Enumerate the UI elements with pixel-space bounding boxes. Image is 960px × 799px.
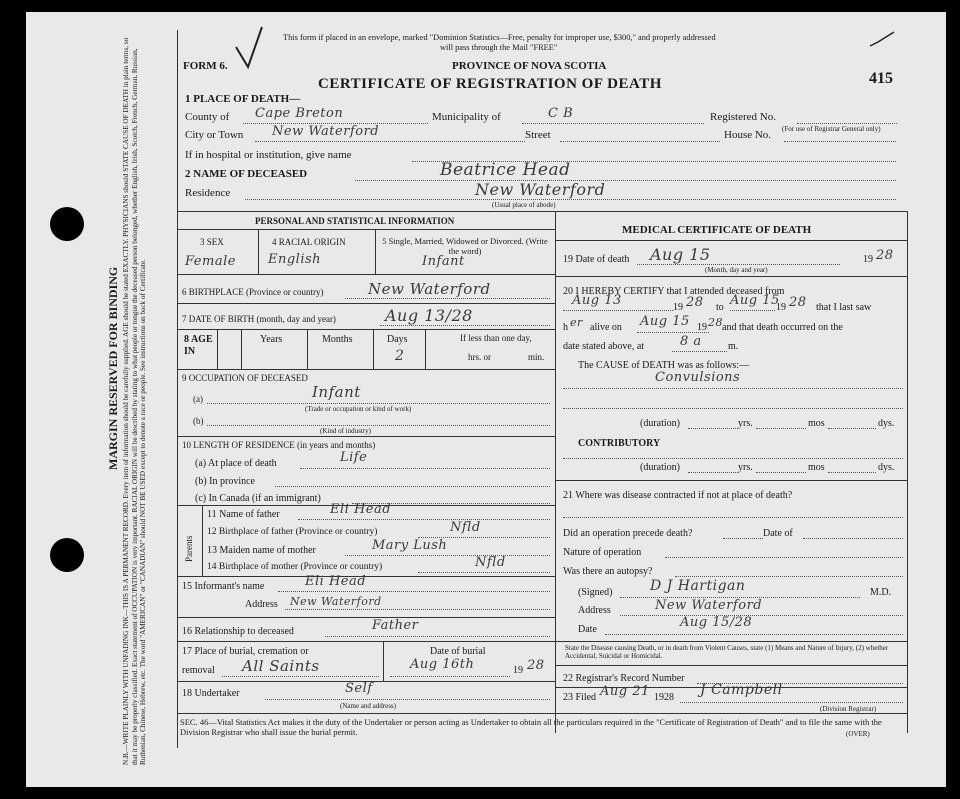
registrar-record-label: 22 Registrar's Record Number <box>563 673 685 684</box>
deceased-name-label: 2 NAME OF DECEASED <box>185 168 308 180</box>
registered-label: Registered No. <box>710 111 776 123</box>
filed-year: 1928 <box>654 692 674 703</box>
street-label: Street <box>525 129 551 141</box>
date-stated-label: date stated above, at <box>563 341 645 352</box>
occupation-b: (b) <box>193 416 204 426</box>
residence-label: Residence <box>185 187 231 199</box>
operation-date-label: Date of <box>763 528 793 539</box>
residence-a-label: (a) At place of death <box>195 458 277 469</box>
mother-value: Mary Lush <box>372 538 448 553</box>
page-title: CERTIFICATE OF REGISTRATION OF DEATH <box>318 76 662 92</box>
time-value: 8 a <box>680 334 702 349</box>
mail-instruction: This form if placed in an envelope, marked "Dominion Statistics—Free, penalty for improper use, $300," and properly addressed <box>283 33 716 42</box>
alive-year-prefix: 19 <box>697 322 707 333</box>
informant-address-value: New Waterford <box>290 595 382 608</box>
filed-value: Aug 21 <box>600 684 650 699</box>
residence-length-label: 10 LENGTH OF RESIDENCE (in years and months) <box>182 440 376 450</box>
less-than-day: If less than one day, <box>460 333 532 343</box>
undertaker-value: Self <box>345 681 373 696</box>
burial-value: All Saints <box>242 657 320 675</box>
last-saw: that I last saw <box>816 302 872 313</box>
medical-address-label: Address <box>578 605 611 616</box>
father-birthplace-value: Nfld <box>450 520 481 535</box>
margin-instructions: N.B.—WRITE PLAINLY WITH UNFADING INK—THIS IS A PERMANENT RECORD. Every item of information should be carefully supplied. AGE should be stated EXACTLY. PHYSICIANS should STATE CAUSE OF DEATH in plain terms, so that it may be properly classified. Exact statement of OCCUPATION is very important. RACIAL ORIGIN will be described by stating to what people or tongue the deceased person belonged, whether English, Irish, Scotch, French, German, Russian, Ruthenian, Chinese, Hebrew, etc. The word "AMERICAN" or "CANADIAN" should NOT BE USED except to denote a race or people. See instructions on back of Certificate. <box>122 37 148 765</box>
alive-pronoun: er <box>570 316 583 329</box>
sex-value: Female <box>185 254 236 269</box>
father-value: Eli Head <box>330 502 392 517</box>
violent-note: State the Disease causing Death, or in death from Violent Causes, state (1) Means and Nature of Injury, (2) whether Accidental, Suicidal or Homicidal. <box>565 644 889 660</box>
father-label: 11 Name of father <box>207 509 280 520</box>
age-label: 8 AGE IN <box>184 334 213 357</box>
to-year-prefix: 19 <box>776 302 786 313</box>
over-label: (OVER) <box>846 730 870 738</box>
informant-address-label: Address <box>245 599 278 610</box>
dys-label-1: dys. <box>878 418 895 429</box>
certify-text: 20 I HEREBY CERTIFY that I attended deceased from <box>563 286 785 297</box>
medical-date-value: Aug 15/28 <box>680 615 753 630</box>
residence-note: (Usual place of abode) <box>492 201 556 209</box>
mail-instruction-2: will pass through the Mail "FREE" <box>440 43 558 52</box>
autopsy-label: Was there an autopsy? <box>563 566 653 577</box>
deceased-name-value: Beatrice Head <box>440 160 571 180</box>
yrs-label-2: yrs. <box>738 462 753 473</box>
days-label: Days <box>387 334 408 345</box>
hrs-label: hrs. or <box>468 352 491 362</box>
from-year-prefix: 19 <box>673 302 683 313</box>
check-mark-icon <box>228 22 268 72</box>
occupation-a: (a) <box>193 394 203 404</box>
residence-b-label: (b) In province <box>195 476 255 487</box>
death-date-value: Aug 15 <box>650 245 711 264</box>
mother-birthplace-label: 14 Birthplace of mother (Province or country) <box>207 562 383 572</box>
alive-date: Aug 15 <box>640 314 690 329</box>
alive-year: 28 <box>708 316 723 329</box>
occupation-label: 9 OCCUPATION OF DECEASED <box>182 373 308 383</box>
occupation-value: Infant <box>312 383 361 401</box>
city-value: New Waterford <box>272 124 380 139</box>
province: PROVINCE OF NOVA SCOTIA <box>452 60 607 72</box>
relation-value: Father <box>372 618 419 633</box>
operation-label: Did an operation precede death? <box>563 528 693 539</box>
death-year-prefix: 19 <box>863 254 873 265</box>
years-label: Years <box>260 334 283 345</box>
county-label: County of <box>185 111 230 123</box>
undertaker-note: (Name and address) <box>340 702 396 710</box>
check-mark-icon <box>868 28 896 50</box>
q21-label: 21 Where was disease contracted if not at place of death? <box>563 490 793 501</box>
months-label: Months <box>322 334 353 345</box>
registered-note: (For use of Registrar General only) <box>782 125 881 133</box>
dys-label-2: dys. <box>878 462 895 473</box>
relation-label: 16 Relationship to deceased <box>182 626 294 637</box>
from-year: 28 <box>686 295 704 310</box>
to-year: 28 <box>789 295 807 310</box>
signed-label: (Signed) <box>578 587 613 598</box>
death-date-label: 19 Date of death <box>563 254 630 265</box>
footer-text: SEC. 46—Vital Statistics Act makes it the duty of the Undertaker or person acting as Undertaker to obtain all the particulars required in the "Certificate of Registration of Death" and to file the same with the Division Registrar who shall issue the burial permit. <box>180 717 882 737</box>
marital-value: Infant <box>422 254 465 269</box>
burial-date-value: Aug 16th <box>410 657 475 672</box>
birthplace-label: 6 BIRTHPLACE (Province or country) <box>182 287 324 297</box>
parents-label: Parents <box>184 535 194 562</box>
md-label: M.D. <box>870 587 892 598</box>
binding-hole-bottom <box>50 538 84 572</box>
city-label: City or Town <box>185 129 244 141</box>
mother-label: 13 Maiden name of mother <box>207 545 316 556</box>
duration-label-2: (duration) <box>640 462 680 473</box>
residence-value: New Waterford <box>475 180 606 199</box>
burial-year-prefix: 19 <box>513 665 523 676</box>
removal-label: removal <box>182 665 215 676</box>
medical-heading: MEDICAL CERTIFICATE OF DEATH <box>622 224 812 236</box>
burial-date-label: Date of burial <box>430 646 486 657</box>
father-birthplace-label: 12 Birthplace of father (Province or country) <box>207 527 378 537</box>
burial-label: 17 Place of burial, cremation or <box>182 646 309 657</box>
cause-value: Convulsions <box>655 370 741 385</box>
residence-a-value: Life <box>340 450 368 465</box>
occurred-text: and that death occurred on the <box>722 322 843 333</box>
form-number: FORM 6. <box>183 60 228 72</box>
personal-heading: PERSONAL AND STATISTICAL INFORMATION <box>255 216 455 226</box>
hospital-label: If in hospital or institution, give name <box>185 149 352 161</box>
certificate-number: 415 <box>869 70 893 87</box>
racial-value: English <box>268 252 322 267</box>
county-value: Cape Breton <box>255 106 344 121</box>
cause-label: The CAUSE of DEATH was as follows:— <box>578 360 750 371</box>
dob-label: 7 DATE OF BIRTH (month, day and year) <box>182 314 336 324</box>
min-label: min. <box>528 352 545 362</box>
undertaker-label: 18 Undertaker <box>182 688 240 699</box>
registrar-signature: J Campbell <box>700 682 783 698</box>
municipality-label: Municipality of <box>432 111 501 123</box>
racial-label: 4 RACIAL ORIGIN <box>272 237 346 247</box>
informant-label: 15 Informant's name <box>182 581 265 592</box>
death-year-value: 28 <box>876 248 894 263</box>
mos-label-2: mos <box>808 462 825 473</box>
medical-address-value: New Waterford <box>655 598 763 613</box>
registrar-note: (Division Registrar) <box>820 705 877 713</box>
yrs-label-1: yrs. <box>738 418 753 429</box>
alive-prefix: h <box>563 322 568 333</box>
mother-birthplace-value: Nfld <box>475 555 506 570</box>
burial-year: 28 <box>527 658 545 673</box>
occupation-b-note: (Kind of industry) <box>320 427 371 435</box>
time-unit: m. <box>728 341 739 352</box>
place-heading: 1 PLACE OF DEATH— <box>185 93 301 105</box>
signed-value: D J Hartigan <box>650 578 746 594</box>
binding-hole-top <box>50 207 84 241</box>
attended-to: Aug 15 <box>730 293 780 308</box>
marital-label: 5 Single, Married, Widowed or Divorced. (Write the word) <box>382 236 548 256</box>
medical-date-label: Date <box>578 624 597 635</box>
operation-nature-label: Nature of operation <box>563 547 642 558</box>
margin-binding-label: MARGIN RESERVED FOR BINDING <box>106 266 120 470</box>
death-date-note: (Month, day and year) <box>705 266 768 274</box>
to-label: to <box>716 302 724 313</box>
birthplace-value: New Waterford <box>368 280 491 298</box>
occupation-a-note: (Trade or occupation or kind of work) <box>305 405 412 413</box>
contributory-label: CONTRIBUTORY <box>578 438 661 449</box>
mos-label-1: mos <box>808 418 825 429</box>
residence-c-label: (c) In Canada (if an immigrant) <box>195 493 321 504</box>
duration-label-1: (duration) <box>640 418 680 429</box>
alive-label: alive on <box>590 322 622 333</box>
days-value: 2 <box>395 348 405 364</box>
house-label: House No. <box>724 129 772 141</box>
attended-from: Aug 13 <box>572 293 622 308</box>
filed-label: 23 Filed <box>563 692 597 703</box>
dob-value: Aug 13/28 <box>385 306 473 325</box>
informant-value: Eli Head <box>305 574 367 589</box>
municipality-value: C B <box>548 106 574 121</box>
sex-label: 3 SEX <box>200 237 224 247</box>
